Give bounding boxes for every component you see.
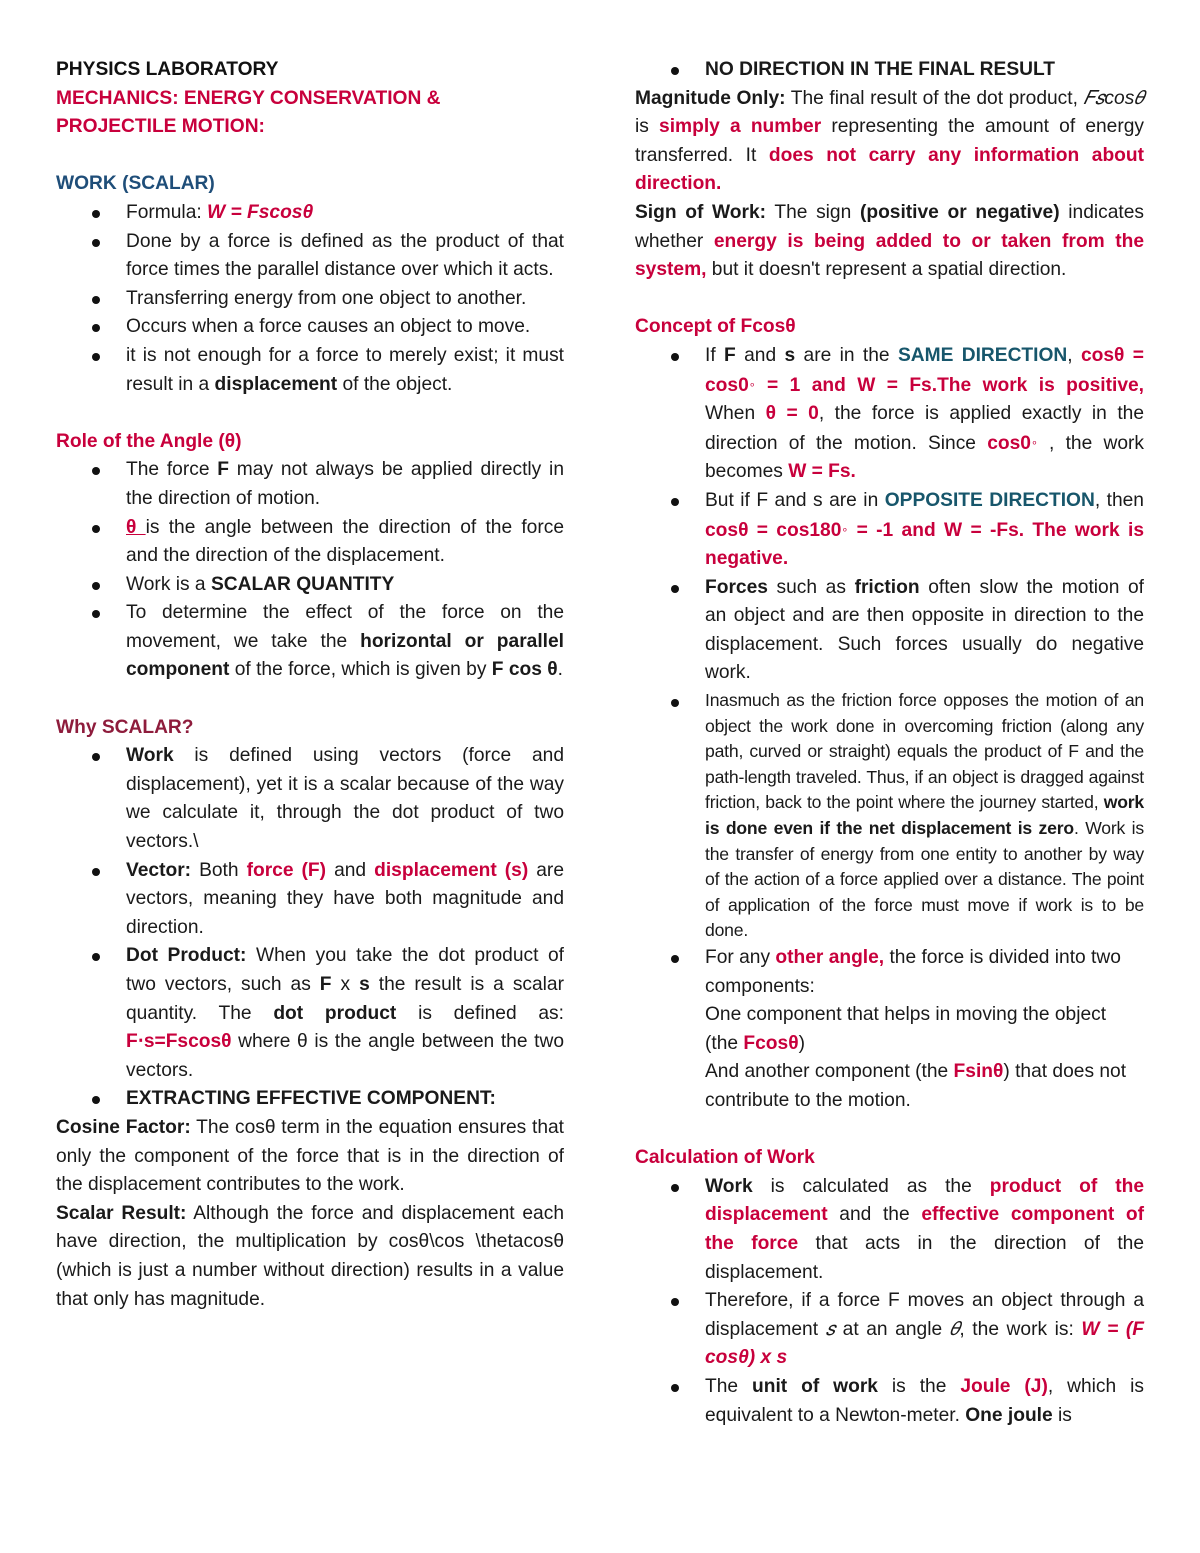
- list-item: Dot Product: When you take the dot product of two vectors, such as F x s the result is a scalar quantity. The dot product is defined as: F⋅s=Fscosθ where θ is the angle between the two vectors.: [56, 942, 564, 1085]
- magnitude-paragraph: Magnitude Only: The final result of the dot product, 𝐹𝑠cos𝜃 is simply a number representing the amount of energy transferred. It does not carry any information about direction.: [635, 87, 1145, 195]
- right-column: [635, 56, 1144, 1430]
- doc-title: PHYSICS LABORATORY: [56, 59, 279, 80]
- list-item: Forces such as friction often slow the motion of an object and are then opposite in direction to the displacement. Such forces usually do negative work.: [635, 574, 1144, 688]
- calc-list: [635, 1173, 1144, 1430]
- list-item: If F and s are in the SAME DIRECTION, cosθ = cos0∘ = 1 and W = Fs.The work is positive, When θ = 0, the force is applied exactly in the direction of the motion. Since cos0∘ , the work becomes W = Fs.: [635, 342, 1144, 487]
- list-item: But if F and s are in OPPOSITE DIRECTION, then cosθ = cos180∘ = -1 and W = -Fs. The work is negative.: [635, 487, 1144, 574]
- scalar-heading: Why SCALAR?: [56, 716, 194, 738]
- list-item: Formula: W = Fscosθ: [56, 199, 564, 228]
- scalar-list: [56, 742, 564, 1114]
- concept-list: [635, 342, 1144, 1116]
- list-item: NO DIRECTION IN THE FINAL RESULT: [635, 56, 1144, 85]
- work-formula: W = Fscosθ: [207, 201, 314, 223]
- list-item: θ is the angle between the direction of the force and the direction of the displacement.: [56, 514, 564, 571]
- sign-paragraph: Sign of Work: The sign (positive or negative) indicates whether energy is being added to or taken from the system, but it doesn't represent a spatial direction.: [635, 201, 1145, 281]
- list-item: EXTRACTING EFFECTIVE COMPONENT:: [56, 1085, 564, 1114]
- work-heading: WORK (SCALAR): [56, 173, 215, 195]
- work-formula-final: W = (F cosθ) x s: [705, 1318, 1144, 1369]
- angle-list: [56, 456, 564, 685]
- doc-subtitle: MECHANICS: ENERGY CONSERVATION & PROJECTILE MOTION:: [56, 87, 441, 138]
- list-item: Work is defined using vectors (force and displacement), yet it is a scalar because of the way we calculate it, through the dot product of two vectors.\: [56, 742, 564, 856]
- list-item: To determine the effect of the force on the movement, we take the horizontal or parallel component of the force, which is given by F cos θ.: [56, 599, 564, 685]
- list-item: Work is a SCALAR QUANTITY: [56, 571, 564, 600]
- list-item: Done by a force is defined as the product of that force times the parallel distance over which it acts.: [56, 228, 564, 285]
- list-item: Work is calculated as the product of the displacement and the effective component of the force that acts in the direction of the displacement.: [635, 1173, 1144, 1287]
- list-item: it is not enough for a force to merely exist; it must result in a displacement of the object.: [56, 342, 564, 399]
- calc-heading: Calculation of Work: [635, 1147, 815, 1169]
- cosine-factor-paragraph: Cosine Factor: The cosθ term in the equation ensures that only the component of the force that is in the direction of the displacement contributes to the work.: [56, 1116, 564, 1196]
- scalar-result-paragraph: Scalar Result: Although the force and displacement each have direction, the multiplication by cosθ\cos \thetacosθ (which is just a number without direction) results in a value that only has magnitude.: [56, 1202, 564, 1310]
- angle-heading: Role of the Angle (θ): [56, 430, 242, 452]
- list-item: Transferring energy from one object to another.: [56, 285, 564, 314]
- direction-list: [635, 56, 1144, 85]
- concept-heading: Concept of Fcosθ: [635, 316, 796, 338]
- list-item: The force F may not always be applied directly in the direction of motion.: [56, 456, 564, 513]
- list-item: Occurs when a force causes an object to move.: [56, 313, 564, 342]
- list-item: Inasmuch as the friction force opposes the motion of an object the work done in overcoming friction (along any path, curved or straight) equals the product of F and the path-length traveled. Thus, if an object is dragged against friction, back to the point where the journey started, work is done even if the net displacement is zero. Work is the transfer of energy from one entity to another by way of the action of a force applied over a distance. The point of application of the force must move if work is to be done.: [635, 688, 1144, 944]
- list-item: Therefore, if a force F moves an object through a displacement 𝑠 at an angle 𝜃, the work is: W = (F cosθ) x s: [635, 1287, 1144, 1373]
- left-column: [56, 56, 564, 1314]
- list-item: For any other angle, the force is divided into two components: One component that helps in moving the object (the Fcosθ) And another component (the Fsinθ) that does not contribute to the motion.: [635, 944, 1144, 1116]
- list-item: Vector: Both force (F) and displacement (s) are vectors, meaning they have both magnitude and direction.: [56, 857, 564, 943]
- list-item: The unit of work is the Joule (J), which is equivalent to a Newton-meter. One joule is: [635, 1373, 1144, 1430]
- work-list: [56, 199, 564, 399]
